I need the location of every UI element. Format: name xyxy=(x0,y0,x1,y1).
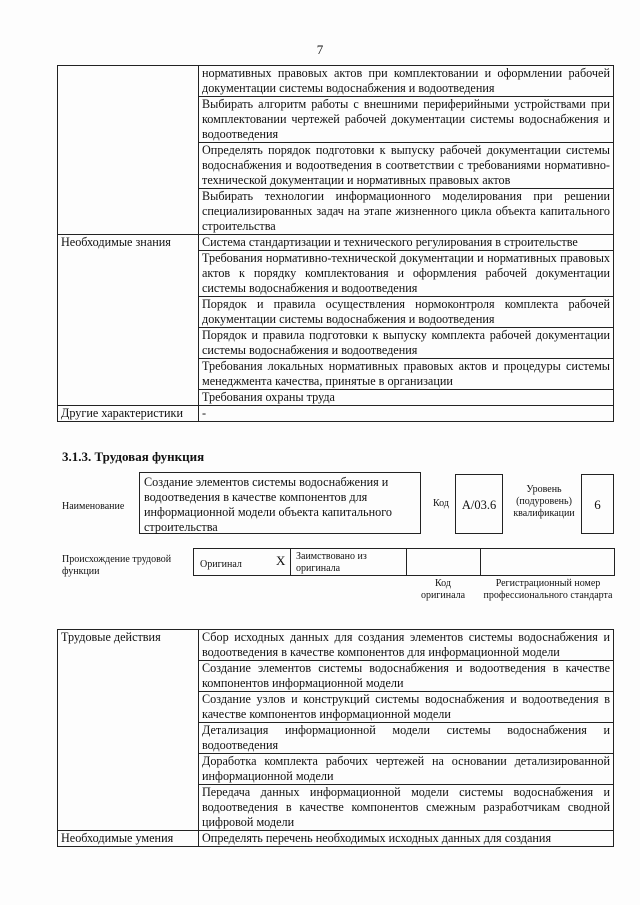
row-label: Необходимые умения xyxy=(58,831,199,847)
code-label: Код xyxy=(433,498,449,509)
list-item: Требования охраны труда xyxy=(199,389,613,405)
row-content xyxy=(199,235,614,406)
table-row xyxy=(58,831,614,847)
list-item: Доработка комплекта рабочих чертежей на основании детализированной информационной модели xyxy=(199,753,613,784)
upper-table xyxy=(57,65,614,422)
level-label: Уровень (подуровень) квалификации xyxy=(513,484,575,519)
list-item: Система стандартизации и технического регулирования в строительстве xyxy=(202,235,578,249)
list-item: нормативных правовых актов при комплектовании и оформлении рабочей документации системы водоснабжения и водоотведения xyxy=(202,66,610,95)
list-item: Выбирать алгоритм работы с внешними периферийными устройствами при комплектовании чертежей рабочей документации системы водоснабжения и водоотведения xyxy=(199,96,613,142)
list-item: Детализация информационной модели системы водоснабжения и водоотведения xyxy=(199,722,613,753)
reg-number-caption: Регистрационный номер профессионального стандарта xyxy=(483,578,613,601)
origin-borrowed: Заимствовано из оригинала xyxy=(296,551,367,574)
table-row xyxy=(58,406,614,422)
list-item: Создание узлов и конструкций системы водоснабжения и водоотведения в качестве компонентов информационной модели xyxy=(199,691,613,722)
row-content xyxy=(199,406,614,422)
list-item: Порядок и правила осуществления нормоконтроля комплекта рабочей документации системы водоснабжения и водоотведения xyxy=(199,296,613,327)
lower-table xyxy=(57,629,614,847)
table-row xyxy=(58,235,614,406)
origin-original: Оригинал xyxy=(200,559,242,570)
list-item: Требования нормативно-технической документации и нормативных правовых актов к порядку комплектования и оформления рабочей документации системы водоснабжения и водоотведения xyxy=(199,250,613,296)
row-label: Другие характеристики xyxy=(58,406,199,422)
list-item: Требования локальных нормативных правовых актов и процедуры системы менеджмента качества, принятые в организации xyxy=(199,358,613,389)
list-item: Определять перечень необходимых исходных данных для создания xyxy=(202,831,552,845)
list-item: Сбор исходных данных для создания элементов системы водоснабжения и водоотведения в качестве компонентов для информационной модели xyxy=(202,630,610,659)
name-value-box xyxy=(139,472,421,534)
list-item: Создание элементов системы водоснабжения и водоотведения в качестве компонентов информационной модели xyxy=(199,660,613,691)
row-content xyxy=(199,831,614,847)
row-content xyxy=(199,66,614,235)
code-original-caption: Код оригинала xyxy=(420,578,466,601)
origin-label: Происхождение трудовой функции xyxy=(62,554,172,577)
row-label: Необходимые знания xyxy=(58,235,199,406)
code-value-box xyxy=(455,474,503,534)
table-row xyxy=(58,66,614,235)
row-label: Трудовые действия xyxy=(58,630,199,831)
section-heading: 3.1.3. Трудовая функция xyxy=(62,449,205,464)
list-item: Определять порядок подготовки к выпуску рабочей документации системы водоснабжения и водоотведения в соответствии с требованиями нормативно-технической документации и нормативных правовых актов xyxy=(199,142,613,188)
level-value-box xyxy=(581,474,614,534)
list-item: - xyxy=(202,406,207,420)
row-content xyxy=(199,630,614,831)
list-item: Порядок и правила подготовки к выпуску комплекта рабочей документации системы водоснабжения и водоотведения xyxy=(199,327,613,358)
table-row xyxy=(58,630,614,831)
name-label: Наименование xyxy=(62,501,125,512)
list-item: Передача данных информационной модели системы водоснабжения и водоотведения в качестве компонентов смежным разработчикам сводной цифровой модели xyxy=(199,784,613,830)
row-label xyxy=(58,66,199,235)
code-value: A/03.6 xyxy=(461,498,497,512)
page-number: 7 xyxy=(316,42,324,57)
origin-mark: X xyxy=(276,553,286,568)
name-value: Создание элементов системы водоснабжения и водоотведения в качестве компонентов для информационной модели объекта капитального строительства xyxy=(144,475,393,534)
list-item: Выбирать технологии информационного моделирования при решении специализированных задач на этапе жизненного цикла объекта капитального строительства xyxy=(199,188,613,234)
level-value: 6 xyxy=(594,497,601,512)
origin-box xyxy=(193,548,615,576)
